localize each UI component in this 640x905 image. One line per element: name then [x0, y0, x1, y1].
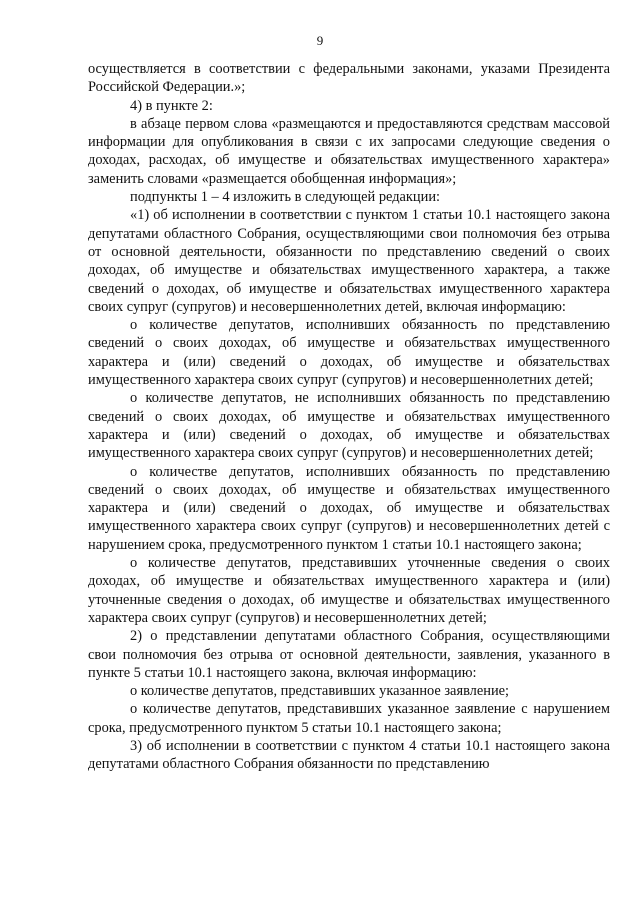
paragraph: «1) об исполнении в соответствии с пунктом 1 статьи 10.1 настоящего закона депутатами областного Собрания, осуществляющими свои полномочия без отрыва от основной деятельности, обязанности по представлению сведений о своих доходах, об имуществе и обязательствах имущественного характера, а также сведений о доходах, об имуществе и обязательствах имущественного характера своих супруг (супругов) и несовершеннолетних детей, включая информацию: — [88, 207, 610, 315]
page-number: 9 — [316, 33, 324, 48]
list-item: о количестве депутатов, представивших указанное заявление с нарушением срока, предусмотренного пунктом 5 статьи 10.1 настоящего закона; — [88, 701, 610, 736]
paragraph: в абзаце первом слова «размещаются и предоставляются средствам массовой информации для опубликования в связи с их запросами следующие сведения о доходах, расходах, об имуществе и обязательствах имущественного характера» заменить словами «размещается обобщенная информация»; — [88, 115, 610, 187]
list-item: о количестве депутатов, не исполнивших обязанность по представлению сведений о своих доходах, об имуществе и обязательствах имущественного характера и (или) сведений о доходах, об имуществе и обязательствах имущественного характера своих супруг (супругов) и несовершеннолетних детей; — [88, 390, 610, 462]
list-item: о количестве депутатов, исполнивших обязанность по представлению сведений о своих доходах, об имуществе и обязательствах имущественного характера и (или) сведений о доходах, об имуществе и обязательствах имущественного характера своих супруг (супругов) и несовершеннолетних детей; — [88, 317, 610, 389]
paragraph: подпункты 1 – 4 изложить в следующей редакции: — [130, 189, 441, 206]
list-item: о количестве депутатов, исполнивших обязанность по представлению сведений о своих доходах, об имуществе и обязательствах имущественного характера и (или) сведений о доходах, об имуществе и обязательствах имущественного характера своих супруг (супругов) и несовершеннолетних детей с нарушением срока, предусмотренного пунктом 1 статьи 10.1 настоящего закона; — [88, 463, 610, 553]
list-item: о количестве депутатов, представивших уточненные сведения о своих доходах, об имуществе и обязательствах имущественного характера и (или) уточненные сведения о доходах, об имуществе и обязательствах имущественного характера своих супруг (супругов) и несовершеннолетних детей; — [88, 555, 610, 626]
paragraph: осуществляется в соответствии с федеральными законами, указами Президента Российской Федерации.»; — [88, 61, 610, 96]
paragraph: 4) в пункте 2: — [130, 97, 213, 114]
paragraph: 2) о представлении депутатами областного Собрания, осуществляющими свои полномочия без отрыва от основной деятельности, заявления, указанного в пункте 5 статьи 10.1 настоящего закона, включая информацию: — [88, 628, 610, 681]
list-item: о количестве депутатов, представивших указанное заявление; — [130, 683, 510, 700]
document-body — [88, 60, 610, 774]
paragraph: 3) об исполнении в соответствии с пунктом 4 статьи 10.1 настоящего закона депутатами областного Собрания обязанности по представлению — [88, 737, 610, 773]
